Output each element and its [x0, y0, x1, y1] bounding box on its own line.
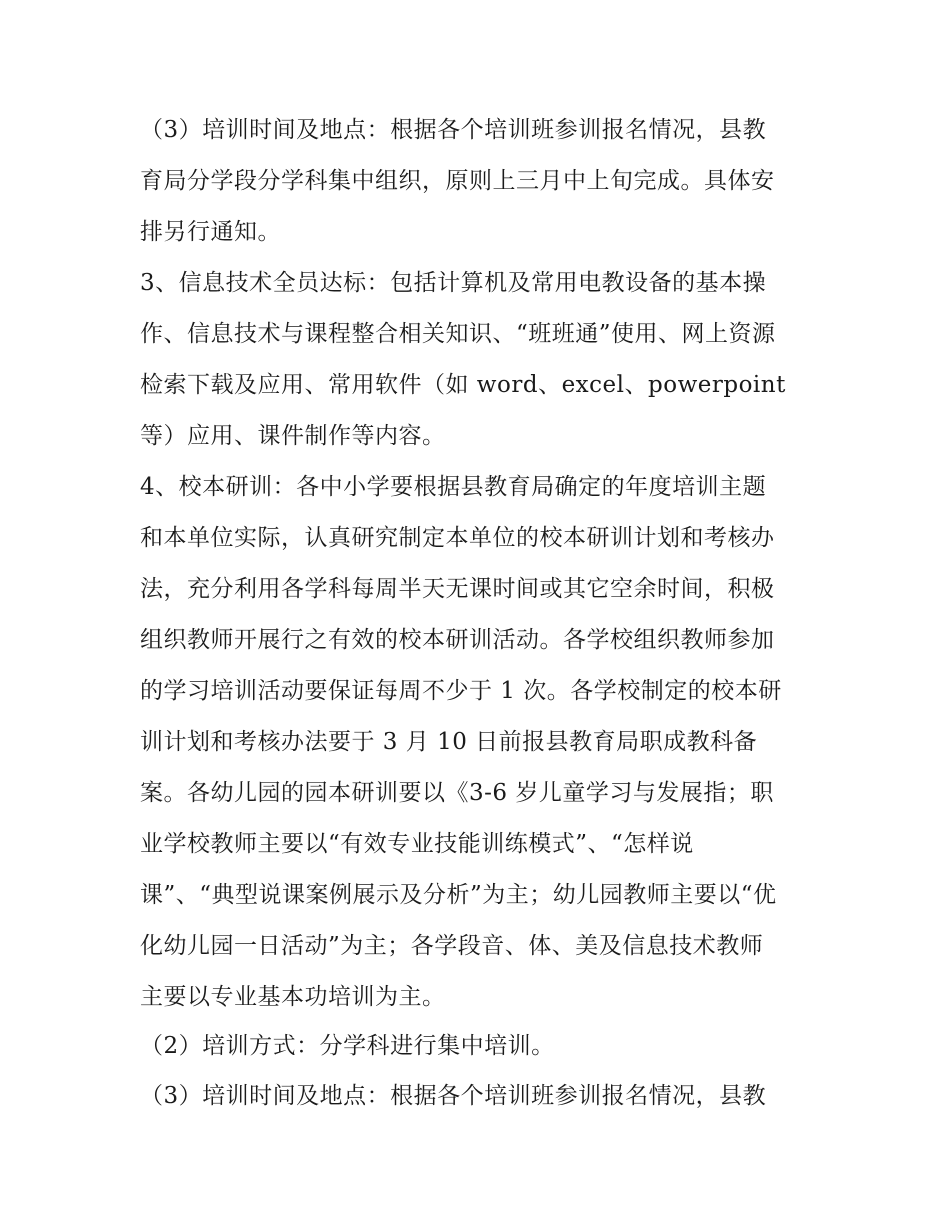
text-line: 4、校本研训：各中小学要根据县教育局确定的年度培训主题 — [140, 474, 767, 500]
text-line: 主要以专业基本功培训为主。 — [140, 984, 446, 1010]
text-line: 育局分学段分学科集中组织，原则上三月中上旬完成。具体安 — [140, 168, 775, 194]
text-line: 作、信息技术与课程整合相关知识、“班班通”使用、网上资源 — [140, 321, 776, 347]
text-line: 检索下载及应用、常用软件（如 word、excel、powerpoint — [140, 372, 786, 398]
text-line: （3）培训时间及地点：根据各个培训班参训报名情况，县教 — [140, 117, 767, 143]
text-line: （2）培训方式：分学科进行集中培训。 — [140, 1033, 555, 1059]
text-line: 3、信息技术全员达标：包括计算机及常用电教设备的基本操 — [140, 270, 767, 296]
text-line: 组织教师开展行之有效的校本研训活动。各学校组织教师参加 — [140, 627, 775, 653]
text-line: 业学校教师主要以“有效专业技能训练模式”、“怎样说 — [140, 831, 694, 857]
text-line: 课”、“典型说课案例展示及分析”为主；幼儿园教师主要以“优 — [140, 882, 777, 908]
text-line: 的学习培训活动要保证每周不少于 1 次。各学校制定的校本研 — [140, 678, 782, 704]
text-line: 化幼儿园一日活动”为主；各学段音、体、美及信息技术教师 — [140, 933, 764, 959]
text-line: 排另行通知。 — [140, 219, 281, 245]
text-line: 案。各幼儿园的园本研训要以《3-6 岁儿童学习与发展指；职 — [140, 780, 774, 806]
text-line: 和本单位实际，认真研究制定本单位的校本研训计划和考核办 — [140, 525, 775, 551]
text-line: 法，充分利用各学科每周半天无课时间或其它空余时间，积极 — [140, 576, 775, 602]
text-line: 等）应用、课件制作等内容。 — [140, 423, 446, 449]
text-line: （3）培训时间及地点：根据各个培训班参训报名情况，县教 — [140, 1083, 767, 1109]
text-line: 训计划和考核办法要于 3 月 10 日前报县教育局职成教科备 — [140, 729, 758, 755]
